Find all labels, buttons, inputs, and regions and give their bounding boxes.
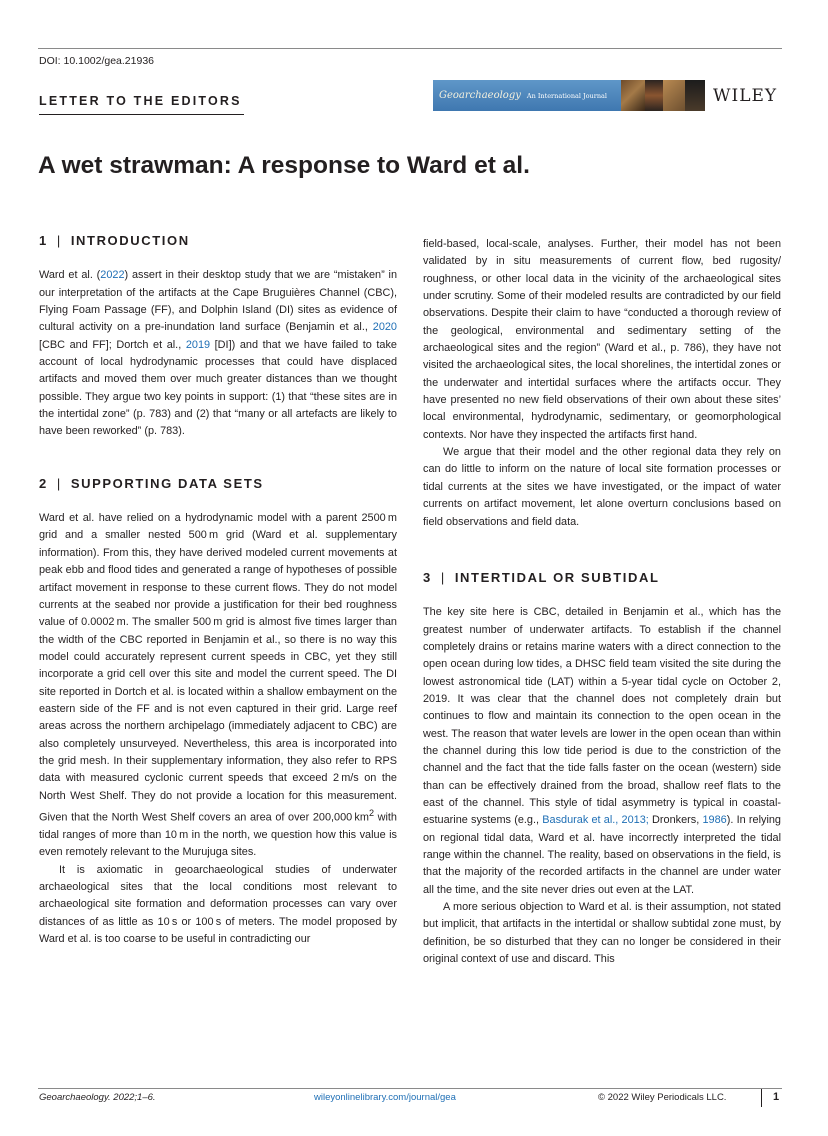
- journal-banner[interactable]: [433, 80, 705, 111]
- page-number: 1: [773, 1091, 780, 1103]
- section-title: INTERTIDAL OR SUBTIDAL: [454, 569, 660, 585]
- text-run: [CBC and FF]; Dortch et al.,: [39, 338, 186, 351]
- paragraph: [423, 604, 781, 899]
- citation-link[interactable]: 1986: [702, 814, 727, 827]
- section-heading: [39, 232, 397, 249]
- section-title: INTRODUCTION: [70, 233, 190, 248]
- paragraph: [39, 510, 397, 862]
- text-run: Ward et al. (: [39, 269, 101, 282]
- journal-subtitle: An International Journal: [526, 91, 607, 100]
- section-separator: |: [440, 569, 446, 585]
- text-run: Ward et al. have relied on a hydrodynamic model with a parent 2500 m grid and a smaller nested 500 m grid (Ward et al. supplementary information). From this, they have derived modeled current movements at peak ebb and flood tides and generated a range of hypotheses of possible artifact movement in response to these current flows. They do not model currents at the seabed nor provide a justification for their bed roughness value of 0.0002 m. The smaller 500 m grid is almost five times larger than the width of the CBC reported in Benjamin et al., so there is no way this model could accurately represent current speeds in CBC, yet they still incorporate a grid cell over this site and model the current speed. The DI site reported in Dortch et al. is located within a shallow embayment on the eastern side of the FF and is not even captured in their grid. Large reef areas across the northern archipelago (immediately adjacent to CBC) are also completely unsurveyed. Nevertheless, this area is incorporated into the grid mesh. In their supplementary information, they also refer to RPS data with measured cyclonic current speeds that exceed 2 m/s on the North West Shelf. They do not provide a location for this measurement. Given that the North West Shelf covers an area of over 200,000 km: [39, 512, 397, 824]
- article-type-label: LETTER TO THE EDITORS: [39, 94, 242, 108]
- text-run: ) assert in their desktop study that we are “mistaken” in our interpretation of the artifacts at the Cape Bruguières Channel (CBC), Flying Foam Passage (FF), and Dolphin Island (DI) sites as evidence of cultural activity on a pre-inundation land surface (Benjamin et al.,: [39, 269, 398, 334]
- section-number: 1: [39, 233, 48, 248]
- footer-divider: [761, 1089, 762, 1107]
- superscript: 2: [368, 807, 374, 818]
- paragraph: A more serious objection to Ward et al. is their assumption, not stated but implicit, that artifacts in the intertidal or shallow subtidal zone must, by definition, be so disturbed that they can no longer be considered in their original context of use and discard. This: [423, 901, 781, 966]
- footer-rule: [38, 1088, 782, 1089]
- banner-photo-segment: [621, 80, 645, 111]
- citation-link[interactable]: 2020: [372, 321, 397, 334]
- footer-journal-citation: Geoarchaeology. 2022;1–6.: [39, 1092, 156, 1103]
- text-run: The key site here is CBC, detailed in Benjamin et al., which has the greatest number of underwater artifacts. To establish if the channel completely drains or retains marine waters with a direct connection to the open ocean during low tides, a DHSC field team visited the site during the lowest astronomical tide (LAT) within a 5-year tidal cycle on October 2, 2019. It was clear that the channel does not completely drain but continues to flow and maintain its connection to the open ocean in the west. The reason that water levels are lower in the open ocean than within the channel during this low tide period is due to the constriction of the channel and the fact that the tide falls faster on the ocean (western) side than can be effectively drained from the broad, shallow reef flats to the east of the channel. This style of tidal asymmetry is typical in coastal-estuarine systems (e.g.,: [423, 606, 781, 827]
- footer-journal-link[interactable]: wileyonlinelibrary.com/journal/gea: [314, 1092, 456, 1103]
- text-run: ). In relying on regional tidal data, Ward et al. have incorrectly interpreted the tidal range within the channel. The reality, based on observations in the field, is that the majority of the recorded artifacts in the channel are under water all the time, and the site never dries out even at the LAT.: [423, 814, 781, 896]
- section-separator: |: [56, 233, 62, 248]
- section-title: SUPPORTING DATA SETS: [70, 475, 264, 491]
- section-number: 2: [39, 475, 48, 491]
- paragraph: field-based, local-scale, analyses. Further, their model has not been validated by in situ measurements of current flow, bed rugosity/ roughness, or other local data in the vicinity of the archaeological sites under scrutiny. Some of their modeled results are contradicted by our field observations. Despite their claim to have “conducted a thorough review of the geological, environmental and sedimentary setting of the archaeological sites and the region” (Ward et al., p. 786), they have not visited the archaeological sites, the local shorelines, the intertidal zones or the underwater and intertidal surfaces where the artifacts occur. They have presented no new field observations of their own about these sites’ local environmental, hydrodynamic, sedimentary, or geomorphological contexts. Nor have they inspected the artifacts first hand.: [423, 238, 781, 441]
- paragraph: It is axiomatic in geoarchaeological studies of underwater archaeological sites that the local conditions most relevant to archaeological site formation and deformation processes can vary over distances of as little as 10 s or 100 s of meters. The model proposed by Ward et al. is too coarse to be useful in contradicting our: [39, 863, 397, 945]
- text-run: with tidal ranges of more than 10 m in the north, we question how this value is even remotely relevant to the Murujuga sites.: [39, 811, 397, 859]
- section-separator: |: [56, 475, 62, 491]
- doi: DOI: 10.1002/gea.21936: [39, 55, 155, 67]
- right-column: [423, 236, 781, 968]
- journal-banner-artifact-image: [621, 80, 705, 111]
- text-run: Dronkers,: [648, 814, 703, 827]
- journal-logo: Geoarchaeology: [439, 90, 521, 101]
- article-title: A wet strawman: A response to Ward et al.: [38, 152, 530, 179]
- left-column: [39, 232, 397, 948]
- section-number: 3: [423, 569, 432, 585]
- text-run: [DI]) and that we have failed to take account of local hydrodynamic processes that could have displaced artifacts and moved them over much greater distances than we thought possible. They argue two key points in support: (1) that “these sites are in the intertidal zone” (p. 783) and (2) that “many or all artefacts are likely to have been reworked” (p. 783).: [39, 338, 397, 438]
- journal-banner-title-area: [433, 80, 621, 111]
- top-rule: [38, 48, 782, 49]
- paragraph: We argue that their model and the other regional data they rely on can do little to inform on the nature of local site formation processes or tidal currents at the sites we have investigated, or the impact of water currents on artifact movement, let alone overturn conclusions based on field observations and field data.: [423, 446, 781, 528]
- citation-link[interactable]: Basdurak et al., 2013;: [542, 814, 649, 827]
- publisher-logo: WILEY: [713, 86, 778, 106]
- footer-copyright: © 2022 Wiley Periodicals LLC.: [598, 1092, 727, 1103]
- banner-photo-segment: [663, 80, 685, 111]
- article-type-underline: [39, 114, 244, 115]
- paragraph: [39, 267, 397, 440]
- section-heading: [39, 475, 397, 492]
- banner-photo-segment: [645, 80, 663, 111]
- citation-link[interactable]: 2022: [100, 269, 125, 282]
- citation-link[interactable]: 2019: [185, 338, 211, 351]
- banner-photo-segment: [685, 80, 705, 111]
- section-heading: [423, 569, 781, 586]
